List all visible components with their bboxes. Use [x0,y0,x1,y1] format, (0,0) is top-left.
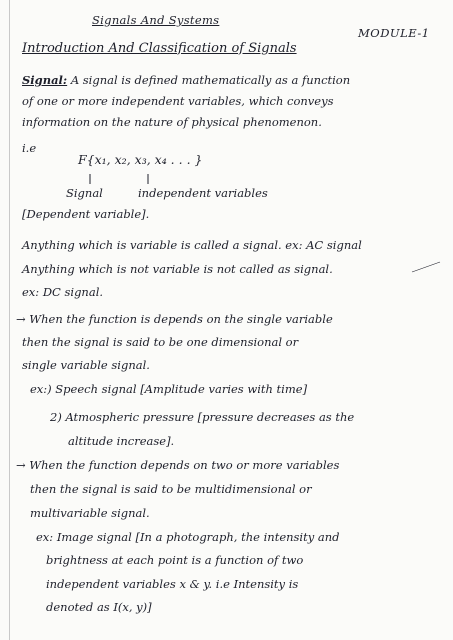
page-title: Signals And Systems [92,13,220,27]
single-line-3: single variable signal. [22,358,150,372]
scribble-mark [412,262,440,272]
multi-line-2: then the signal is said to be multidimensional or [30,482,312,496]
formula-expression: F{x₁, x₂, x₃, x₄ . . . } [78,152,203,167]
multi-line-3: multivariable signal. [30,506,150,520]
definition-term: Signal: [22,73,68,87]
multi-example-3: independent variables x & y. i.e Intensity is [46,577,299,591]
formula-label-dependent: [Dependent variable]. [22,207,150,221]
multi-example-2: brightness at each point is a function of two [46,553,304,567]
single-example-1: ex:) Speech signal [Amplitude varies with time] [30,382,308,396]
ie-label: i.e [22,141,37,155]
formula-label-independent: independent variables [138,186,268,200]
single-line-1: → When the function is depends on the single variable [16,312,333,326]
single-example-2: 2) Atmospheric pressure [pressure decreases as the [50,410,355,424]
multi-example-1: ex: Image signal [In a photograph, the intensity and [36,530,340,544]
definition-text-1: A signal is defined mathematically as a function [70,73,351,87]
variable-line-1: Anything which is variable is called a signal. ex: AC signal [22,238,362,252]
single-line-2: then the signal is said to be one dimensional or [22,335,299,349]
section-heading: Introduction And Classification of Signals [22,41,297,56]
multi-line-1: → When the function depends on two or more variables [16,458,340,472]
definition-line-2: of one or more independent variables, which conveys [22,94,334,108]
definition-line-1 [22,73,350,87]
multi-example-4: denoted as I(x, y)] [46,600,152,614]
formula-label-signal: Signal [66,186,103,200]
single-example-2-cont: altitude increase]. [68,434,175,448]
variable-line-2: Anything which is not variable is not called as signal. [22,262,333,276]
margin-line [9,0,10,640]
definition-line-3: information on the nature of physical phenomenon. [22,115,322,129]
module-label: MODULE-1 [358,26,430,40]
variable-line-3: ex: DC signal. [22,285,104,299]
